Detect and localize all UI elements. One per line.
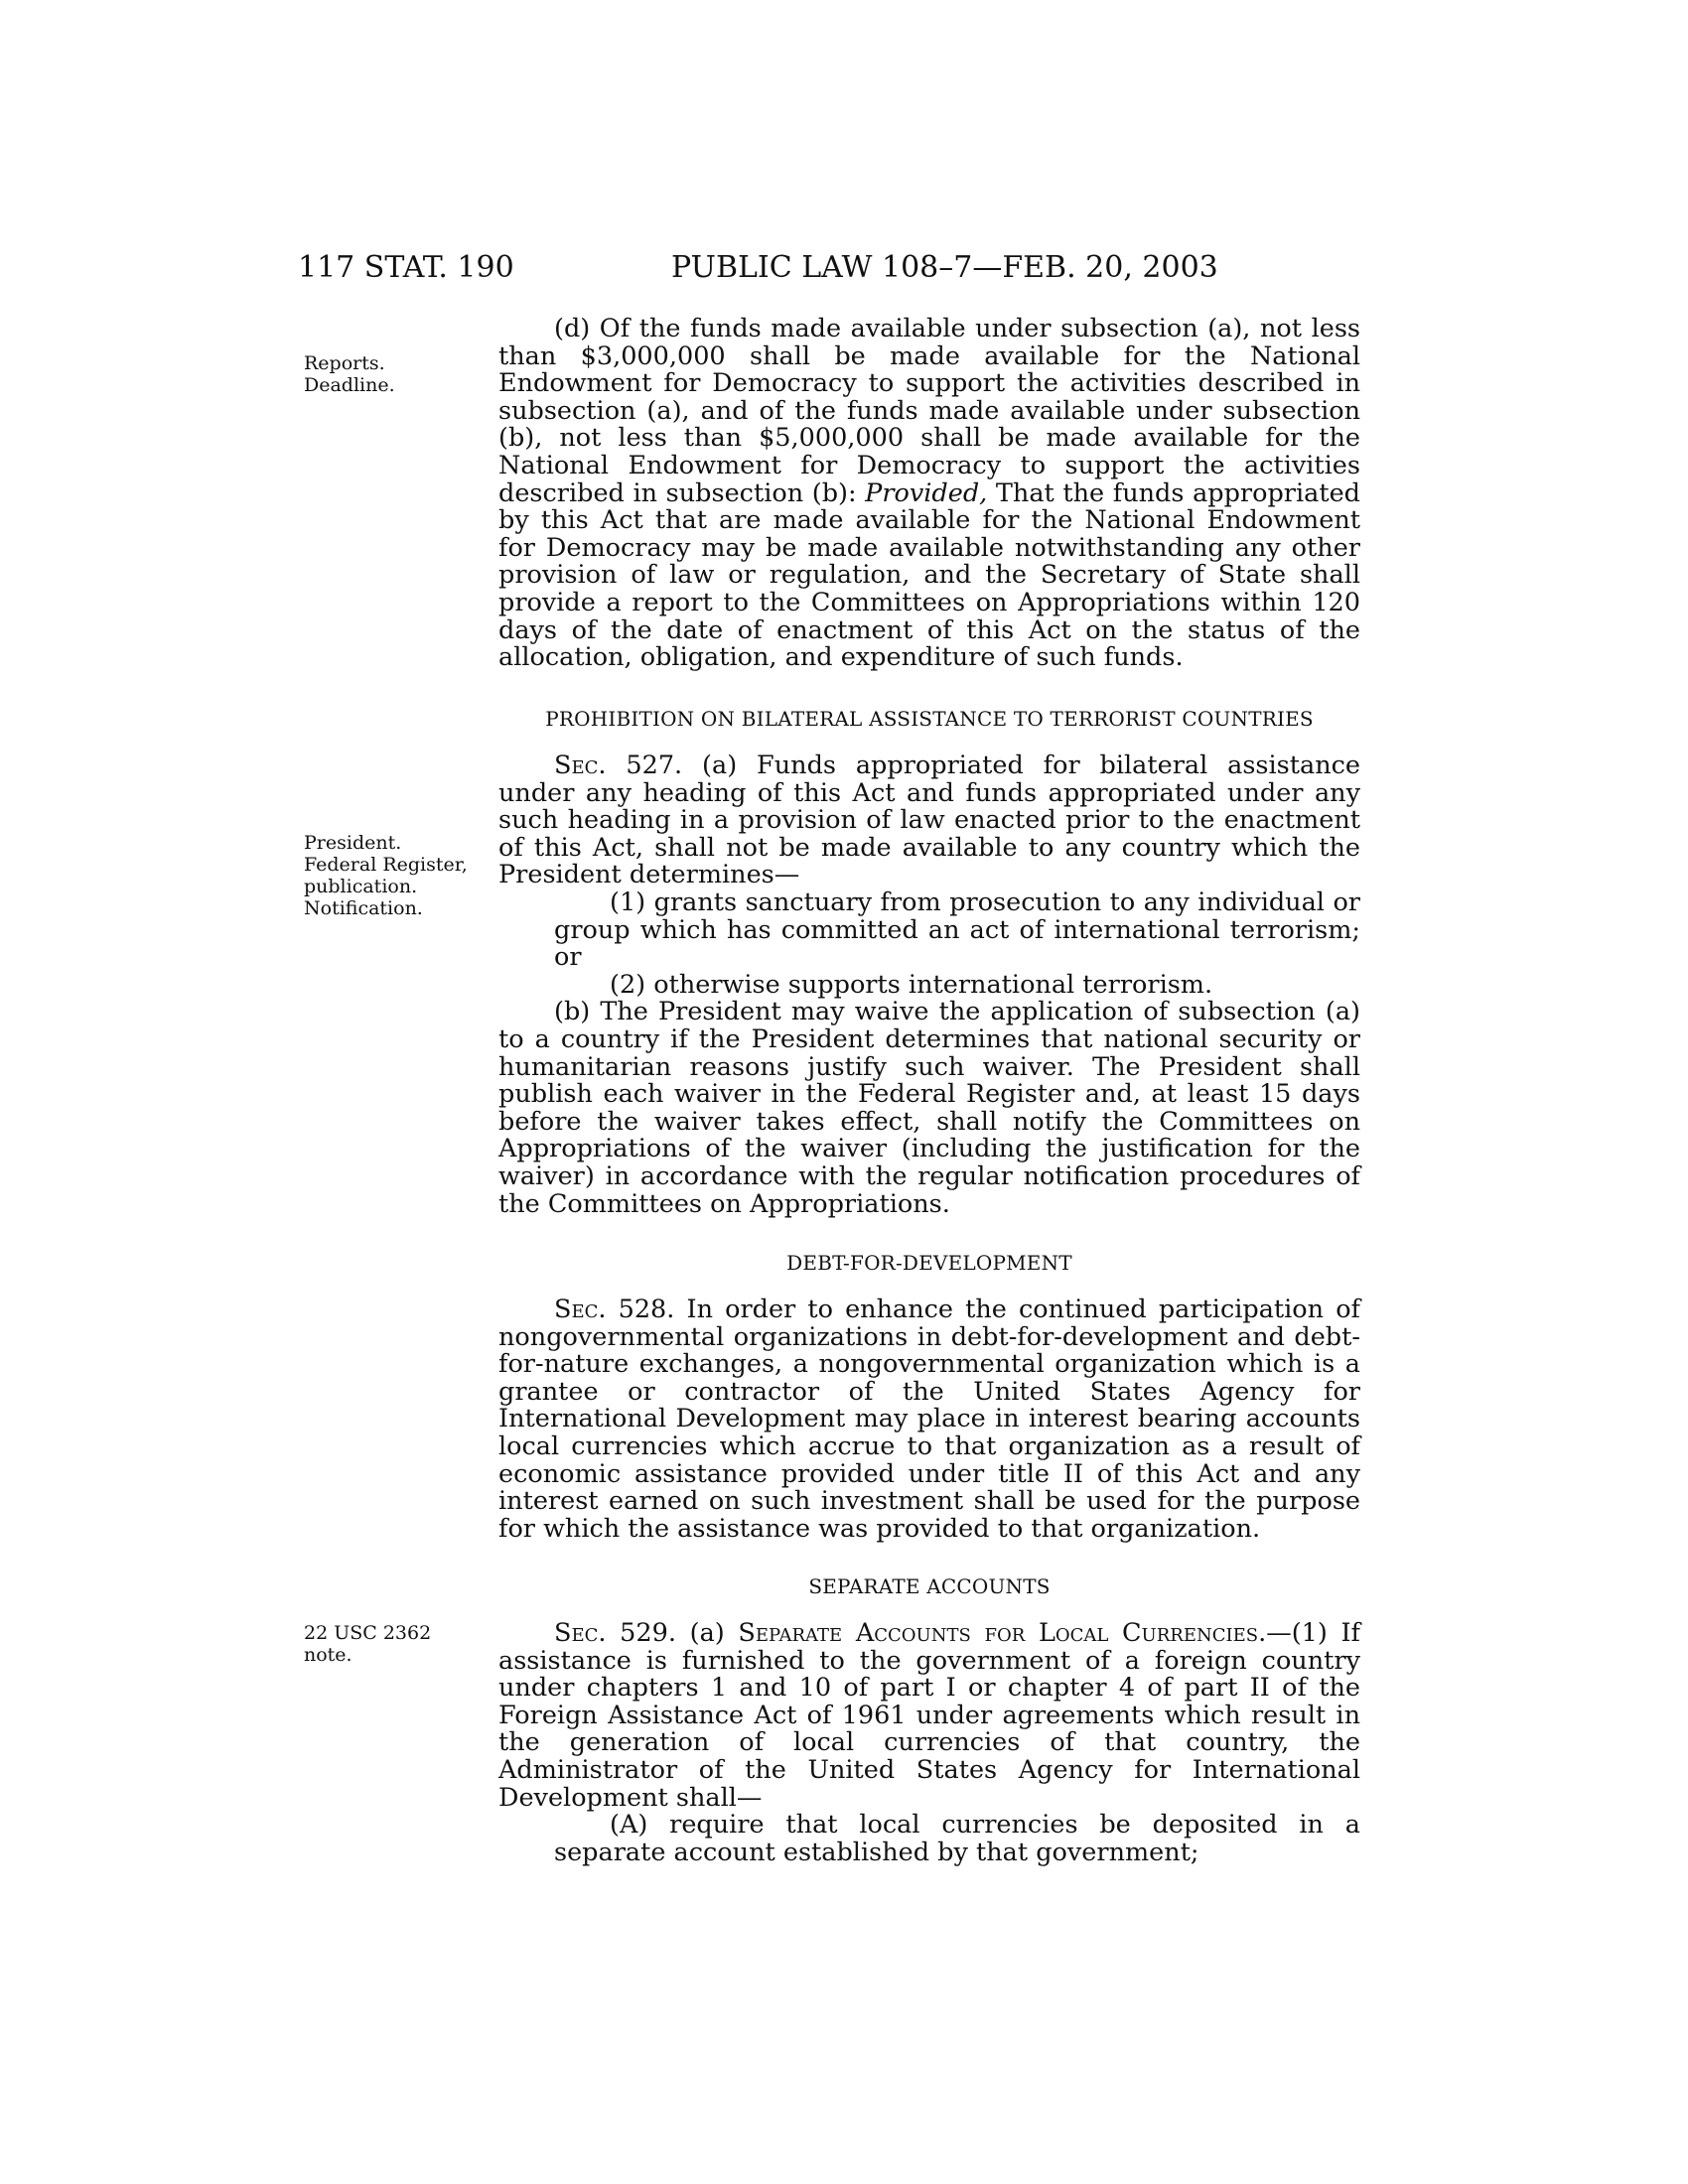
marginal-note-line: President.	[304, 832, 402, 854]
list-item: (A) require that local currencies be deposited in a separate account established by that government;	[554, 1810, 1360, 1867]
paragraph	[498, 316, 1360, 672]
marginal-note-waiver	[304, 832, 468, 919]
marginal-note-line: 22 USC 2362	[304, 1622, 432, 1644]
paragraph-text: —(1) If assistance is furnished to the government of a foreign country under chapters 1 and 10 of part I or chapter 4 of part II of the Foreign Assistance Act of 1961 under agreements which result in the generation of local currencies of that country, the Administrator of the United States Agency for International Development shall—	[498, 1618, 1360, 1813]
paragraph-text: 529. (a)	[606, 1618, 739, 1648]
paragraph-text: 528. In order to enhance the continued participation of nongovernmental organizations in debt-for-development and debt-for-nature exchanges, a nongovernmental organization which is a grantee or contractor of the United States Agency for International Development may place in interest bearing accounts local currencies which accrue to that organization as a result of economic assistance provided under title II of this Act and any interest earned on such investment shall be used for the purpose for which the assistance was provided to that organization.	[498, 1295, 1360, 1544]
paragraph	[498, 752, 1360, 889]
provided-term: Provided,	[865, 478, 988, 508]
paragraph	[498, 1620, 1360, 1812]
list-item: (1) grants sanctuary from prosecution to any individual or group which has committed an act of international terrorism; or	[554, 887, 1360, 973]
marginal-note-line: publication.	[304, 876, 418, 897]
public-law-title: PUBLIC LAW 108–7—FEB. 20, 2003	[671, 250, 1218, 285]
paragraph-text: (d) Of the funds made available under subsection (a), not less than $3,000,000 shall be made available for the National Endowment for Democracy to support the activities described in subsection (a), and of the funds made available under subsection (b), not less than $5,000,000 shall be made available for the National Endowment for Democracy to support the activities described in subsection (b):	[498, 314, 1360, 508]
list-item: (2) otherwise supports international terrorism.	[610, 969, 1213, 1000]
section-527-heading: PROHIBITION ON BILATERAL ASSISTANCE TO TERRORIST COUNTRIES	[545, 707, 1314, 731]
section-526-subsection-d	[498, 316, 1360, 672]
section-label: Sec.	[554, 751, 607, 780]
statute-citation: 117 STAT. 190	[298, 250, 514, 285]
marginal-note-line: Federal Register,	[304, 854, 468, 876]
marginal-note-reports	[304, 352, 453, 396]
marginal-note-line: Reports.	[304, 352, 385, 374]
section-label: Sec.	[554, 1618, 607, 1648]
section-529-heading: SEPARATE ACCOUNTS	[808, 1574, 1051, 1598]
page-header	[298, 248, 1390, 288]
marginal-note-line: Notification.	[304, 897, 423, 919]
section-label: Sec.	[554, 1295, 607, 1324]
marginal-note-usc	[304, 1622, 453, 1666]
marginal-note-line: note.	[304, 1644, 352, 1666]
section-529	[498, 1620, 1360, 1866]
subsection-heading: Separate Accounts for Local Currencies.	[738, 1618, 1267, 1648]
paragraph-text: 527. (a) Funds appropriated for bilateral assistance under any heading of this Act and funds appropriated under any such heading in a provision of law enacted prior to the enactment of this Act, shall not be made available to any country which the President determines—	[498, 751, 1360, 890]
section-527	[498, 752, 1360, 1218]
section-528-heading: DEBT-FOR-DEVELOPMENT	[786, 1251, 1072, 1275]
paragraph-text: That the funds appropriated by this Act that are made available for the National Endowment for Democracy may be made available notwithstanding any other provision of law or regulation, and the Secretary of State shall provide a report to the Committees on Appropriations within 120 days of the date of enactment of this Act on the status of the allocation, obligation, and expenditure of such funds.	[498, 478, 1360, 673]
paragraph	[498, 1297, 1360, 1543]
section-528	[498, 1297, 1360, 1543]
paragraph: (b) The President may waive the application of subsection (a) to a country if the President determines that national security or humanitarian reasons justify such waiver. The President shall publish each waiver in the Federal Register and, at least 15 days before the waiver takes effect, shall notify the Committees on Appropriations of the waiver (including the justification for the waiver) in accordance with the regular notification procedures of the Committees on Appropriations.	[498, 997, 1360, 1219]
marginal-note-line: Deadline.	[304, 374, 395, 396]
